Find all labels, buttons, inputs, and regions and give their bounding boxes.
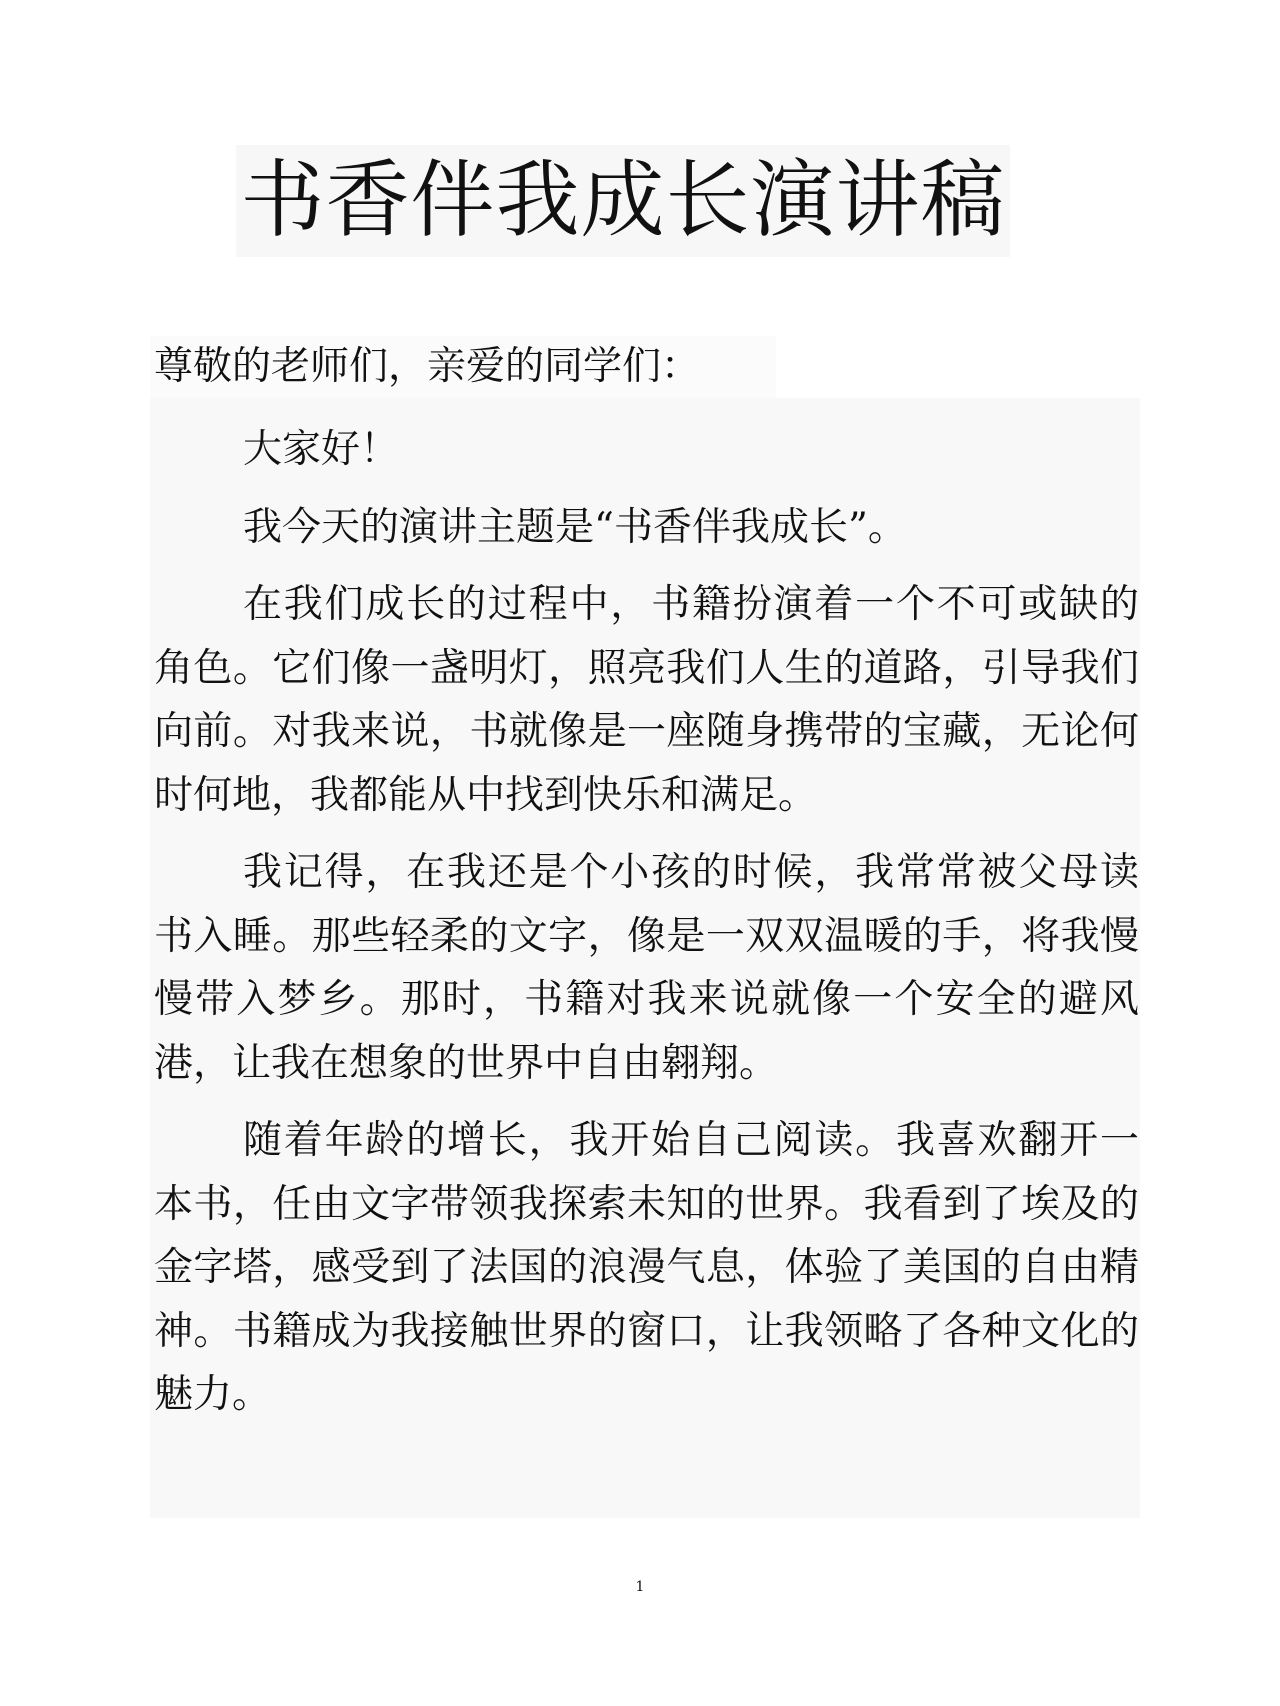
paragraph: 我记得，在我还是个小孩的时候，我常常被父母读书入睡。那些轻柔的文字，像是一双双温暖的手，将我慢慢带入梦乡。那时，书籍对我来说就像一个安全的避风港，让我在想象的世界中自由翱翔。 — [154, 850, 1139, 1086]
page-number: 1 — [635, 1579, 645, 1595]
speech-body — [154, 418, 1139, 1441]
paragraph: 在我们成长的过程中，书籍扮演着一个不可或缺的角色。它们像一盏明灯，照亮我们人生的道路，引导我们向前。对我来说，书就像是一座随身携带的宝藏，无论何时何地，我都能从中找到快乐和满足。 — [154, 582, 1139, 818]
document-title: 书香伴我成长演讲稿 — [240, 151, 1006, 249]
paragraph: 我今天的演讲主题是“书香伴我成长”。 — [243, 504, 907, 550]
paragraph: 大家好！ — [243, 427, 400, 472]
paragraph: 随着年龄的增长，我开始自己阅读。我喜欢翻开一本书，任由文字带领我探索未知的世界。我看到了埃及的金字塔，感受到了法国的浪漫气息，体验了美国的自由精神。书籍成为我接触世界的窗口，让我领略了各种文化的魅力。 — [154, 1118, 1139, 1417]
greeting-line: 尊敬的老师们，亲爱的同学们： — [154, 344, 701, 389]
